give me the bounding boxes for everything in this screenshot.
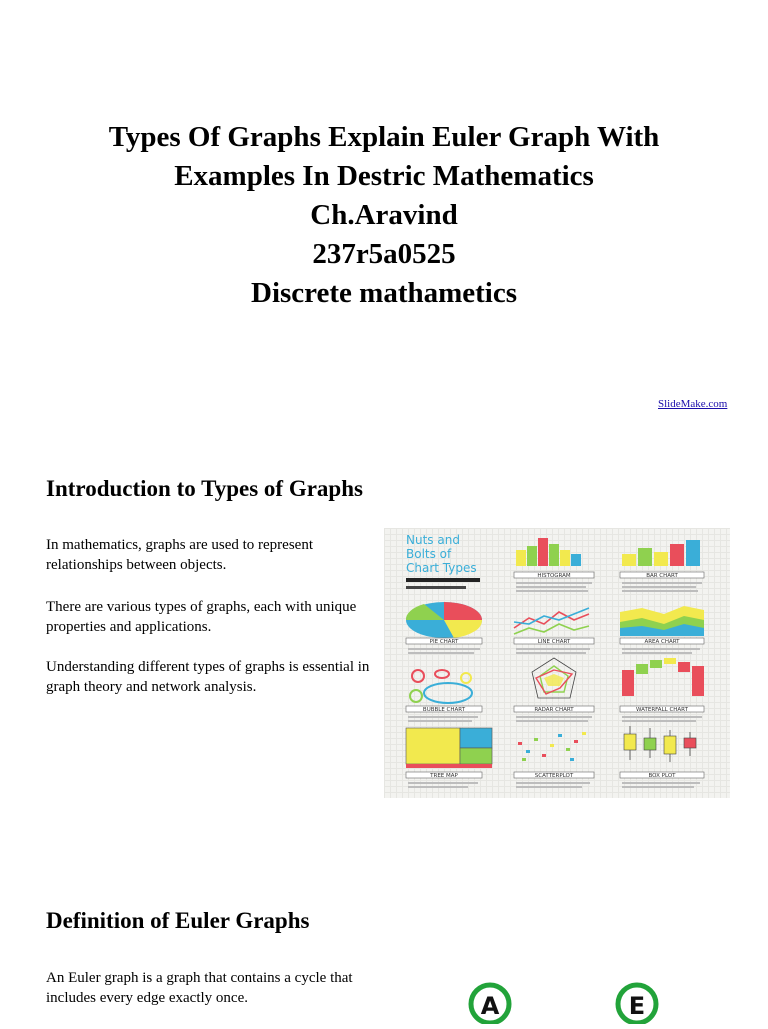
node-a [471,985,509,1023]
label-area-chart: AREA CHART [644,639,680,645]
label-tree-map: TREE MAP [430,773,458,779]
title-line-2: Examples In Destric Mathematics [174,160,594,192]
radar-chart-sketch [514,658,594,713]
intro-paragraph-3: Understanding different types of graphs is essential in graph theory and network analysis. [46,659,370,695]
intro-paragraph-2: There are various types of graphs, each with unique properties and applications. [46,599,357,635]
author-name: Ch.Aravind [310,199,458,231]
intro-paragraph-1: In mathematics, graphs are used to represent relationships between objects. [46,537,313,573]
title-line-1: Types Of Graphs Explain Euler Graph With [108,121,660,153]
label-waterfall-chart: WATERFALL CHART [636,707,688,713]
area-chart-sketch [620,606,704,645]
euler-heading: Definition of Euler Graphs [46,908,310,933]
label-radar-chart: RADAR CHART [534,707,574,713]
slidemake-link[interactable]: SlideMake.com [658,398,728,410]
scatterplot-sketch [514,732,594,779]
intro-heading: Introduction to Types of Graphs [46,476,363,501]
label-bar-chart: BAR CHART [646,573,678,579]
label-box-plot: BOX PLOT [648,773,676,779]
histogram-sketch [514,538,594,579]
node-e [618,985,656,1023]
slide-title [0,118,768,313]
node-e-label: E [628,992,646,1020]
label-histogram: HISTOGRAM [537,573,571,579]
roll-number: 237r5a0525 [312,238,456,270]
node-a-label: A [480,992,500,1020]
infographic-title-3: Chart Types [406,561,477,575]
infographic-title-2: Bolts of [406,547,452,561]
bubble-chart-sketch [406,670,482,713]
pie-chart-sketch [406,602,482,645]
chart-types-infographic [384,528,730,798]
subject-name: Discrete mathametics [251,277,517,309]
bar-chart-sketch [620,540,704,579]
label-line-chart: LINE CHART [537,639,571,645]
euler-graph-diagram [440,958,680,1024]
line-chart-sketch [514,608,594,645]
label-pie-chart: PIE CHART [429,639,459,645]
tree-map-sketch [406,728,492,779]
waterfall-chart-sketch [620,658,704,713]
label-scatterplot: SCATTERPLOT [534,773,574,779]
box-plot-sketch [620,726,704,779]
label-bubble-chart: BUBBLE CHART [422,707,466,713]
infographic-title-1: Nuts and [406,533,460,547]
euler-paragraph-1: An Euler graph is a graph that contains a cycle that includes every edge exactly once. [46,970,353,1006]
